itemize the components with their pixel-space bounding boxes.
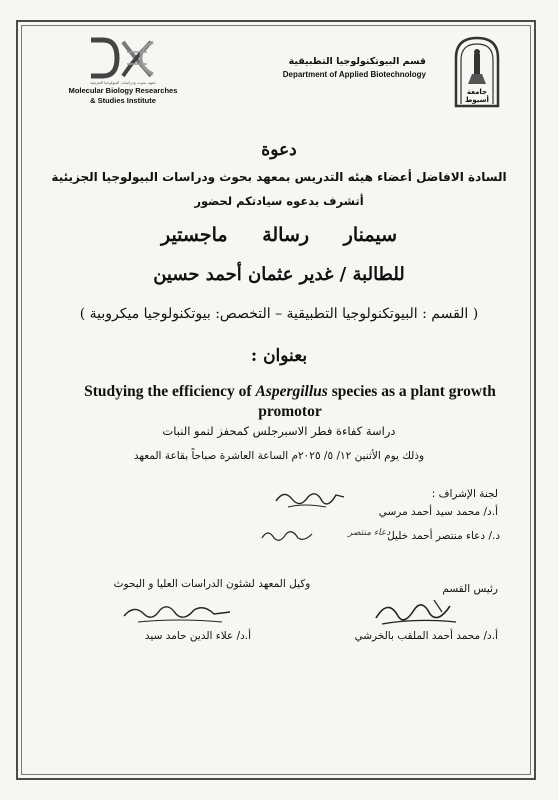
title-label: بعنوان : — [250, 346, 308, 366]
department-specialization: ( القسم : البيوتكنولوجيا التطبيقية – التخصص: بيوتكنولوجيا ميكروبية ) — [79, 306, 479, 322]
student-name: للطالبة / غدير عثمان أحمد حسين — [153, 264, 405, 285]
institute-name-line1: Molecular Biology Researches — [68, 86, 178, 95]
honor-line: أتشرف بدعوه سيادتكم لحضور — [194, 194, 364, 208]
department-head-title: رئيس القسم — [442, 583, 498, 595]
vice-dean-name: أ.د/ علاء الدين حامد سيد — [144, 630, 252, 642]
department-name-english: Department of Applied Biotechnology — [282, 70, 426, 79]
vice-dean-title: وكيل المعهد لشئون الدراسات العليا و البحوث — [113, 578, 311, 590]
thesis-title-part2: species as a plant growth promotor — [258, 383, 496, 420]
seminar-type: سيمنار رسالة ماجستير — [160, 224, 398, 246]
dna-logo-icon — [83, 36, 163, 80]
supervisor-2-signature — [258, 524, 318, 546]
thesis-title-arabic: دراسة كفاءة فطر الاسبرجلس كمحفز لنمو النبات — [162, 424, 396, 438]
supervisor-2: د./ دعاء منتصر أحمد خليل — [387, 530, 500, 542]
supervisor-1: أ.د/ محمد سيد أحمد مرسي — [378, 506, 498, 518]
thesis-title-genus: Aspergillus — [255, 383, 328, 400]
thesis-title-english — [70, 382, 510, 422]
committee-label: لجنة الإشراف : — [431, 488, 498, 500]
seal-text: جامعة أسيوط — [465, 88, 489, 104]
vice-dean-signature — [118, 600, 238, 626]
supervisor-2-handwritten-name: دعاء منتصر — [348, 528, 391, 538]
department-header — [186, 56, 426, 79]
thesis-title-part1: Studying the efficiency of — [84, 383, 256, 400]
institute-logo — [58, 36, 188, 124]
logo-tiny-text: معهد بحوث ودراسات البيولوجيا الجزيئية — [90, 80, 156, 85]
department-name-arabic: قسم البيوتكنولوجيا التطبيقية — [288, 56, 426, 67]
addressees-line: السادة الافاضل أعضاء هيئه التدريس بمعهد بحوث ودراسات البيولوجيا الجزيئية — [51, 170, 507, 184]
institute-name-line2: & Studies Institute — [90, 96, 156, 105]
department-head-name: أ.د/ محمد أحمد الملقب بالخرشي — [354, 630, 498, 642]
invitation-heading: دعوة — [261, 140, 297, 160]
supervisor-1-signature — [270, 483, 350, 513]
university-seal — [452, 34, 502, 108]
date-venue-line: وذلك يوم الأثنين ١٢/ ٥/ ٢٠٢٥م الساعة العاشرة صباحاً بقاعة المعهد — [133, 450, 425, 462]
department-head-signature — [368, 592, 464, 632]
